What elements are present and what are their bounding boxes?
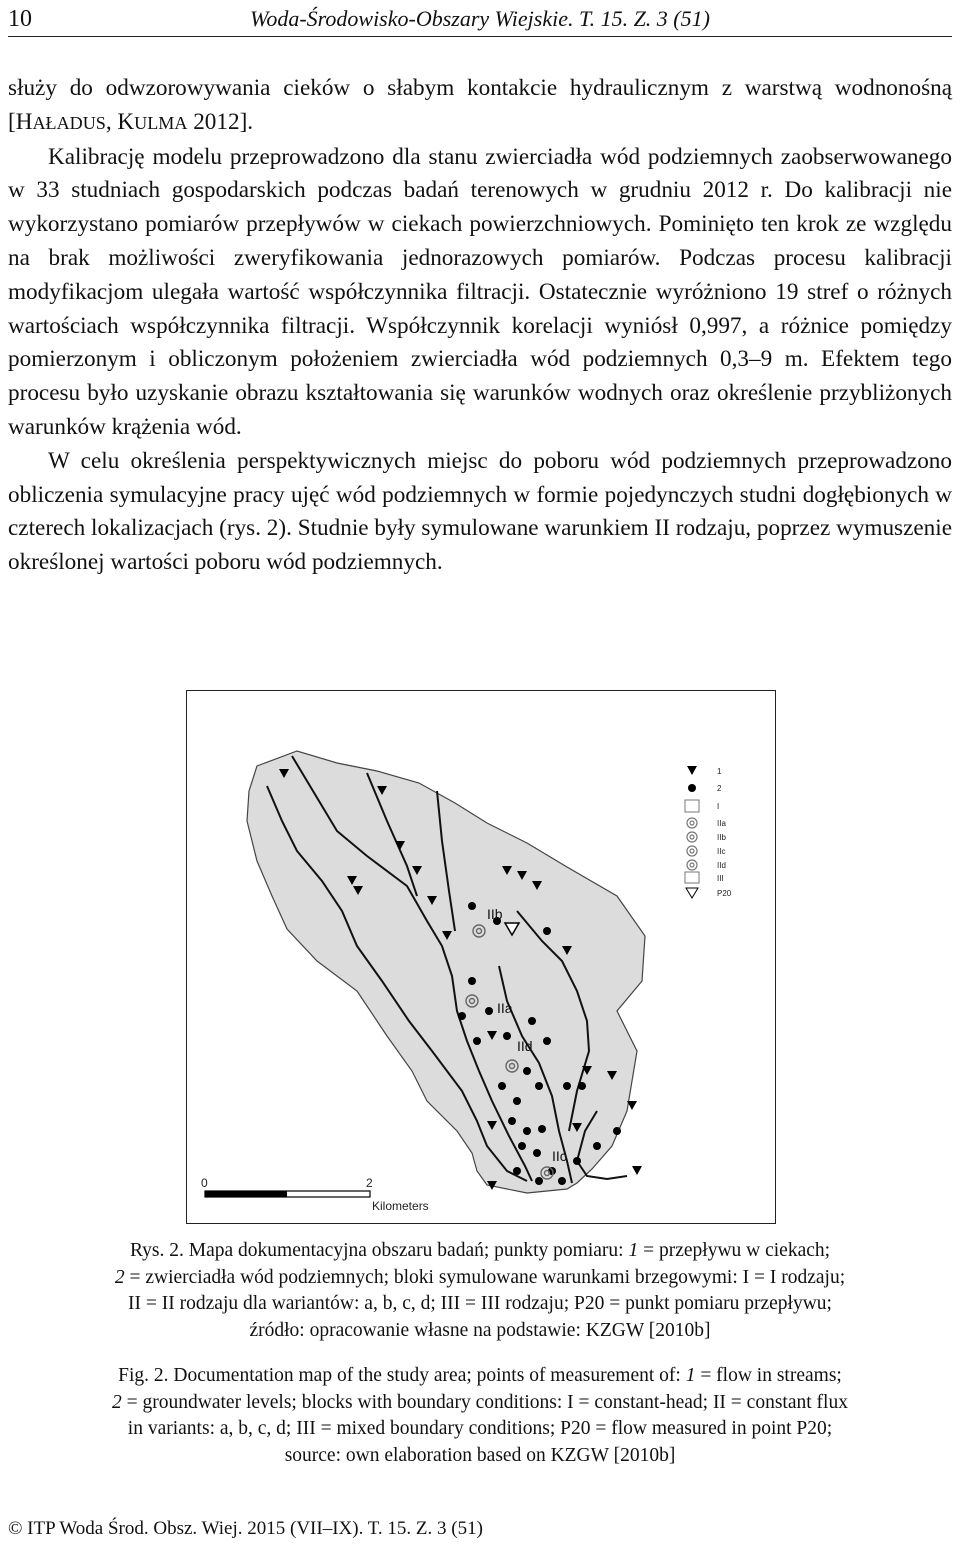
label-iia: IIa xyxy=(497,1000,513,1016)
copyright-footer: © ITP Woda Środ. Obsz. Wiej. 2015 (VII–IX). T. 15. Z. 3 (51) xyxy=(8,1518,483,1539)
label-iic: IIc xyxy=(552,1148,567,1164)
svg-text:2: 2 xyxy=(717,784,722,793)
paragraph-1: służy do odwzorowywania cieków o słabym kontakcie hydraulicznym z warstwą wodnonośną [HAŁADUS, KULMA 2012]. xyxy=(8,75,952,135)
running-header xyxy=(8,4,952,37)
paragraph-2: Kalibrację modelu przeprowadzono dla stanu zwierciadła wód podziemnych zaobserwowanego w 33 studniach gospodarskich podczas badań terenowych w grudniu 2012 r. Do kalibracji nie wykorzystano pomiarów przepływów w ciekach powierzchniowych. Pominięto ten krok ze względu na brak możliwości zweryfikowania jednorazowych pomiarów. Podczas procesu kalibracji modyfikacjom ulegała wartość współczynnika filtracji. Ostatecznie wyróżniono 19 stref o różnych wartościach współczynnika filtracji. Współczynnik korelacji wyniósł 0,997, a różnice pomiędzy pomierzonym i obliczonym położeniem zwierciadła wód podziemnych 0,3–9 m. Efektem tego procesu było uzyskanie obrazu kształtowania się warunków wodnych oraz określenie przybliżonych warunków krążenia wód. xyxy=(8,143,952,440)
svg-text:Kilometers: Kilometers xyxy=(372,1199,429,1213)
page-number: 10 xyxy=(8,6,32,32)
svg-text:P20: P20 xyxy=(717,889,732,898)
svg-text:IId: IId xyxy=(717,861,726,870)
svg-text:0: 0 xyxy=(201,1176,208,1190)
article-body xyxy=(8,72,952,580)
svg-text:2: 2 xyxy=(366,1176,373,1190)
map-legend xyxy=(685,766,732,898)
svg-text:1: 1 xyxy=(717,767,722,776)
scale-bar xyxy=(201,1176,429,1213)
label-iid: IId xyxy=(517,1038,533,1054)
svg-text:I: I xyxy=(717,802,720,811)
study-area-map xyxy=(186,690,776,1224)
map-graphic xyxy=(187,691,774,1222)
svg-text:IIb: IIb xyxy=(717,833,726,842)
figure-caption-pl: Rys. 2. Mapa dokumentacyjna obszaru badań; punkty pomiaru: 1 = przepływu w ciekach; 2 = zwierciadła wód podziemnych; bloki symulowane warunkami brzegowymi: I = I rodzaju; II = II rodzaju dla wariantów: a, b, c, d; III = III rodzaju; P20 = punkt pomiaru przepływu; źródło: opracowanie własne na podstawie: KZGW [2010b] xyxy=(114,1240,846,1341)
svg-text:III: III xyxy=(717,874,724,883)
journal-title: Woda-Środowisko-Obszary Wiejskie. T. 15. Z. 3 (51) xyxy=(250,6,710,31)
paragraph-3: W celu określenia perspektywicznych miejsc do poboru wód podziemnych przeprowadzono obliczenia symulacyjne pracy ujęć wód podziemnych w formie pojedynczych studni dogłębionych w czterech lokalizacjach (rys. 2). Studnie były symulowane warunkiem II rodzaju, poprzez wymuszenie określonej wartości poboru wód podziemnych. xyxy=(8,447,952,576)
figure-caption-en: Fig. 2. Documentation map of the study area; points of measurement of: 1 = flow in streams; 2 = groundwater levels; blocks with boundary conditions: I = constant-head; II = constant flux in variants: a, b, c, d; III = mixed boundary conditions; P20 = flow measured in point P20; source: own elaboration based on KZGW [2010b] xyxy=(112,1365,848,1466)
svg-text:IIc: IIc xyxy=(717,847,726,856)
svg-text:IIa: IIa xyxy=(717,819,726,828)
label-iib: IIb xyxy=(487,906,503,922)
catchment-area xyxy=(247,751,645,1193)
